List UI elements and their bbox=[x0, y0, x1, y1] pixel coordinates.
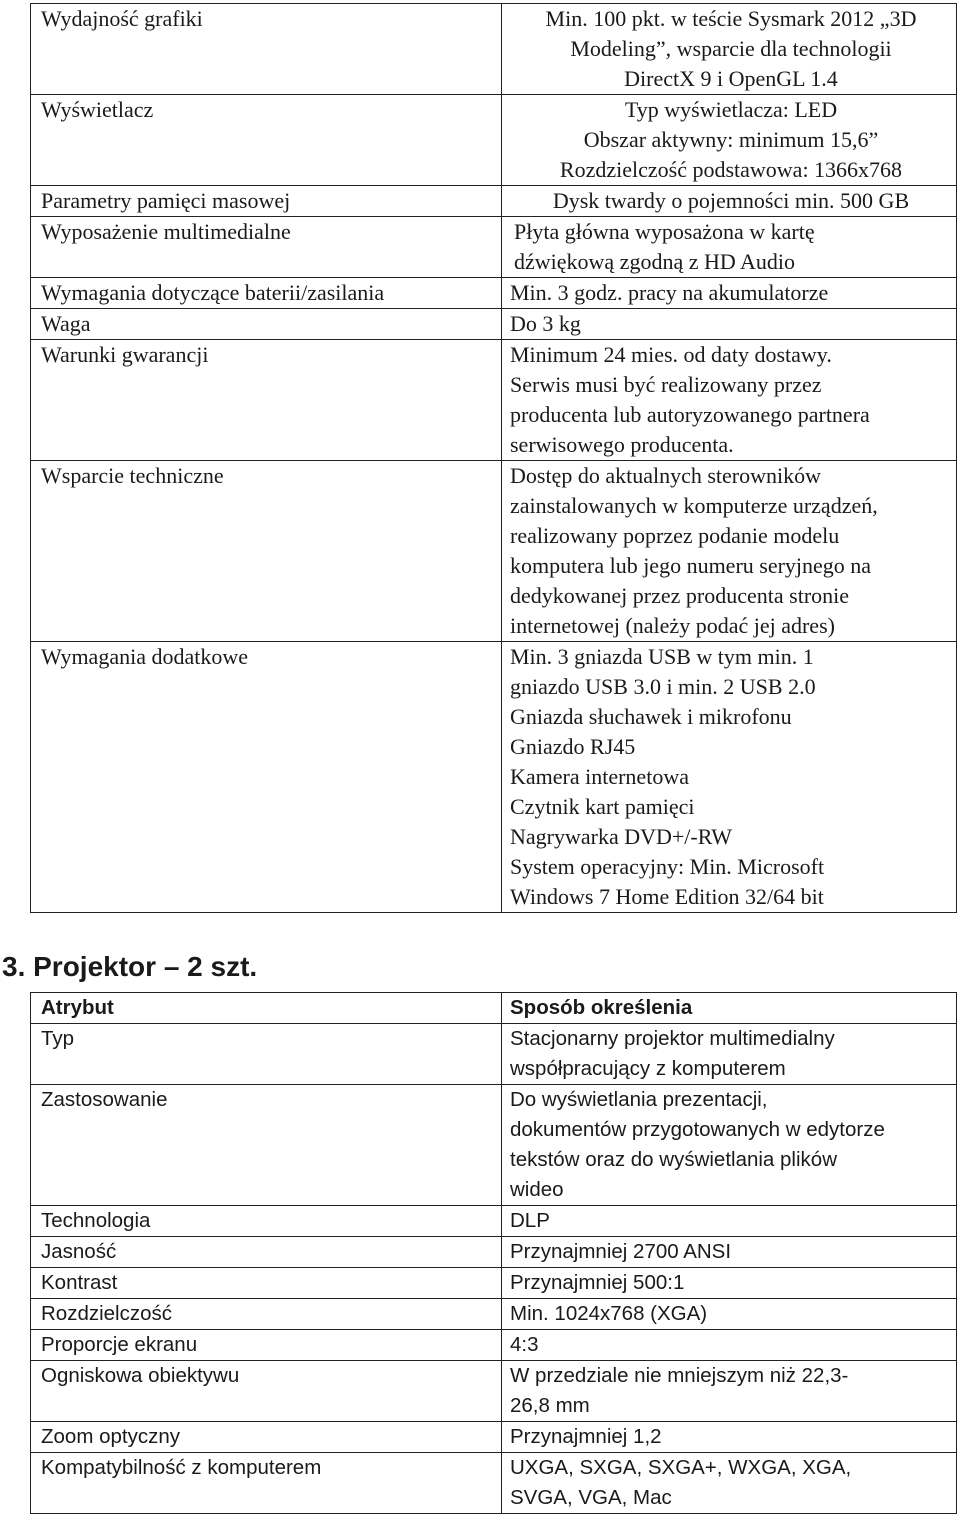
value-line: Minimum 24 mies. od daty dostawy. bbox=[510, 342, 832, 367]
table-row bbox=[31, 1237, 957, 1268]
table-row bbox=[31, 340, 957, 461]
table-row bbox=[31, 1453, 957, 1514]
row-attribute: Rozdzielczość bbox=[31, 1299, 502, 1330]
value-line: Gniazdo RJ45 bbox=[510, 734, 636, 759]
row-value bbox=[502, 461, 957, 642]
row-value bbox=[502, 1453, 957, 1514]
row-attribute: Wymagania dodatkowe bbox=[31, 642, 502, 913]
row-value bbox=[502, 309, 957, 340]
value-line: komputera lub jego numeru seryjnego na bbox=[510, 553, 872, 578]
value-line: współpracujący z komputerem bbox=[510, 1057, 786, 1080]
value-line: Min. 3 gniazda USB w tym min. 1 bbox=[510, 644, 814, 669]
table-row bbox=[31, 1206, 957, 1237]
row-value bbox=[502, 4, 957, 95]
table-row bbox=[31, 1299, 957, 1330]
row-value bbox=[502, 1422, 957, 1453]
value-line: System operacyjny: Min. Microsoft bbox=[510, 854, 825, 879]
row-value bbox=[502, 1330, 957, 1361]
value-line: Przynajmniej 2700 ANSI bbox=[510, 1240, 732, 1263]
table-row bbox=[31, 1361, 957, 1422]
value-line: 26,8 mm bbox=[510, 1394, 590, 1417]
value-line: internetowej (należy podać jej adres) bbox=[510, 613, 835, 638]
table-row bbox=[31, 461, 957, 642]
table-row bbox=[31, 1422, 957, 1453]
laptop-spec-table bbox=[30, 3, 957, 913]
row-attribute: Parametry pamięci masowej bbox=[31, 186, 502, 217]
row-attribute: Ogniskowa obiektywu bbox=[31, 1361, 502, 1422]
value-line: tekstów oraz do wyświetlania plików bbox=[510, 1148, 837, 1171]
row-value bbox=[502, 1237, 957, 1268]
table-row bbox=[31, 642, 957, 913]
value-line: Dostęp do aktualnych sterowników bbox=[510, 463, 821, 488]
column-header-attribute: Atrybut bbox=[31, 993, 502, 1024]
row-value bbox=[502, 642, 957, 913]
row-attribute: Technologia bbox=[31, 1206, 502, 1237]
row-attribute: Warunki gwarancji bbox=[31, 340, 502, 461]
section-heading: 3. Projektor – 2 szt. bbox=[2, 951, 258, 982]
row-value bbox=[502, 1206, 957, 1237]
row-attribute: Proporcje ekranu bbox=[31, 1330, 502, 1361]
value-line: Gniazda słuchawek i mikrofonu bbox=[510, 704, 792, 729]
row-value bbox=[502, 1024, 957, 1085]
row-value bbox=[502, 1299, 957, 1330]
table-row bbox=[31, 278, 957, 309]
value-line: producenta lub autoryzowanego partnera bbox=[510, 402, 870, 427]
value-line: W przedziale nie mniejszym niż 22,3- bbox=[510, 1364, 849, 1387]
value-line: Obszar aktywny: minimum 15,6” bbox=[583, 127, 879, 152]
row-value bbox=[502, 186, 957, 217]
value-line: serwisowego producenta. bbox=[510, 432, 734, 457]
table-row bbox=[31, 1085, 957, 1206]
value-line: Czytnik kart pamięci bbox=[510, 794, 695, 819]
value-line: Stacjonarny projektor multimedialny bbox=[510, 1027, 835, 1050]
value-line: zainstalowanych w komputerze urządzeń, bbox=[510, 493, 878, 518]
row-attribute: Kompatybilność z komputerem bbox=[31, 1453, 502, 1514]
value-line: Serwis musi być realizowany przez bbox=[510, 372, 822, 397]
value-line: wideo bbox=[510, 1178, 564, 1201]
table-row bbox=[31, 309, 957, 340]
row-value bbox=[502, 278, 957, 309]
row-value bbox=[502, 1361, 957, 1422]
table-row bbox=[31, 4, 957, 95]
row-value bbox=[502, 340, 957, 461]
row-attribute: Kontrast bbox=[31, 1268, 502, 1299]
table-header-row bbox=[31, 993, 957, 1024]
value-line: Kamera internetowa bbox=[510, 764, 689, 789]
value-line: 4:3 bbox=[510, 1333, 539, 1356]
value-line: Dysk twardy o pojemności min. 500 GB bbox=[552, 188, 910, 213]
row-attribute: Wyposażenie multimedialne bbox=[31, 217, 502, 278]
row-attribute: Zastosowanie bbox=[31, 1085, 502, 1206]
value-line: gniazdo USB 3.0 i min. 2 USB 2.0 bbox=[510, 674, 816, 699]
value-line: dokumentów przygotowanych w edytorze bbox=[510, 1118, 885, 1141]
value-line: Płyta główna wyposażona w kartę bbox=[514, 219, 815, 244]
row-attribute: Zoom optyczny bbox=[31, 1422, 502, 1453]
value-line: Windows 7 Home Edition 32/64 bit bbox=[510, 884, 824, 909]
row-value bbox=[502, 1268, 957, 1299]
value-line: Min. 1024x768 (XGA) bbox=[510, 1302, 708, 1325]
row-attribute: Wydajność grafiki bbox=[31, 4, 502, 95]
row-value bbox=[502, 1085, 957, 1206]
table-row bbox=[31, 217, 957, 278]
projector-spec-table bbox=[30, 992, 957, 1514]
row-attribute: Wsparcie techniczne bbox=[31, 461, 502, 642]
value-line: UXGA, SXGA, SXGA+, WXGA, XGA, bbox=[510, 1456, 852, 1479]
value-line: Przynajmniej 1,2 bbox=[510, 1425, 662, 1448]
table-row bbox=[31, 186, 957, 217]
value-line: dźwiękową zgodną z HD Audio bbox=[514, 249, 796, 274]
column-header-value: Sposób określenia bbox=[502, 993, 957, 1024]
value-line: Rozdzielczość podstawowa: 1366x768 bbox=[559, 157, 903, 182]
row-attribute: Wymagania dotyczące baterii/zasilania bbox=[31, 278, 502, 309]
table-row bbox=[31, 1024, 957, 1085]
value-line: Do wyświetlania prezentacji, bbox=[510, 1088, 768, 1111]
table-row bbox=[31, 95, 957, 186]
row-attribute: Wyświetlacz bbox=[31, 95, 502, 186]
value-line: Przynajmniej 500:1 bbox=[510, 1271, 685, 1294]
row-value bbox=[502, 95, 957, 186]
row-value bbox=[502, 217, 957, 278]
value-line: realizowany poprzez podanie modelu bbox=[510, 523, 840, 548]
value-line: Do 3 kg bbox=[510, 311, 581, 336]
value-line: Min. 100 pkt. w teście Sysmark 2012 „3D bbox=[545, 6, 917, 31]
row-attribute: Waga bbox=[31, 309, 502, 340]
table-row bbox=[31, 1330, 957, 1361]
value-line: Min. 3 godz. pracy na akumulatorze bbox=[510, 280, 829, 305]
value-line: Typ wyświetlacza: LED bbox=[624, 97, 838, 122]
row-attribute: Typ bbox=[31, 1024, 502, 1085]
value-line: Modeling”, wsparcie dla technologii bbox=[570, 36, 892, 61]
value-line: SVGA, VGA, Mac bbox=[510, 1486, 672, 1509]
value-line: dedykowanej przez producenta stronie bbox=[510, 583, 850, 608]
value-line: Nagrywarka DVD+/-RW bbox=[510, 824, 732, 849]
value-line: DirectX 9 i OpenGL 1.4 bbox=[624, 66, 838, 91]
row-attribute: Jasność bbox=[31, 1237, 502, 1268]
table-row bbox=[31, 1268, 957, 1299]
value-line: DLP bbox=[510, 1209, 550, 1232]
